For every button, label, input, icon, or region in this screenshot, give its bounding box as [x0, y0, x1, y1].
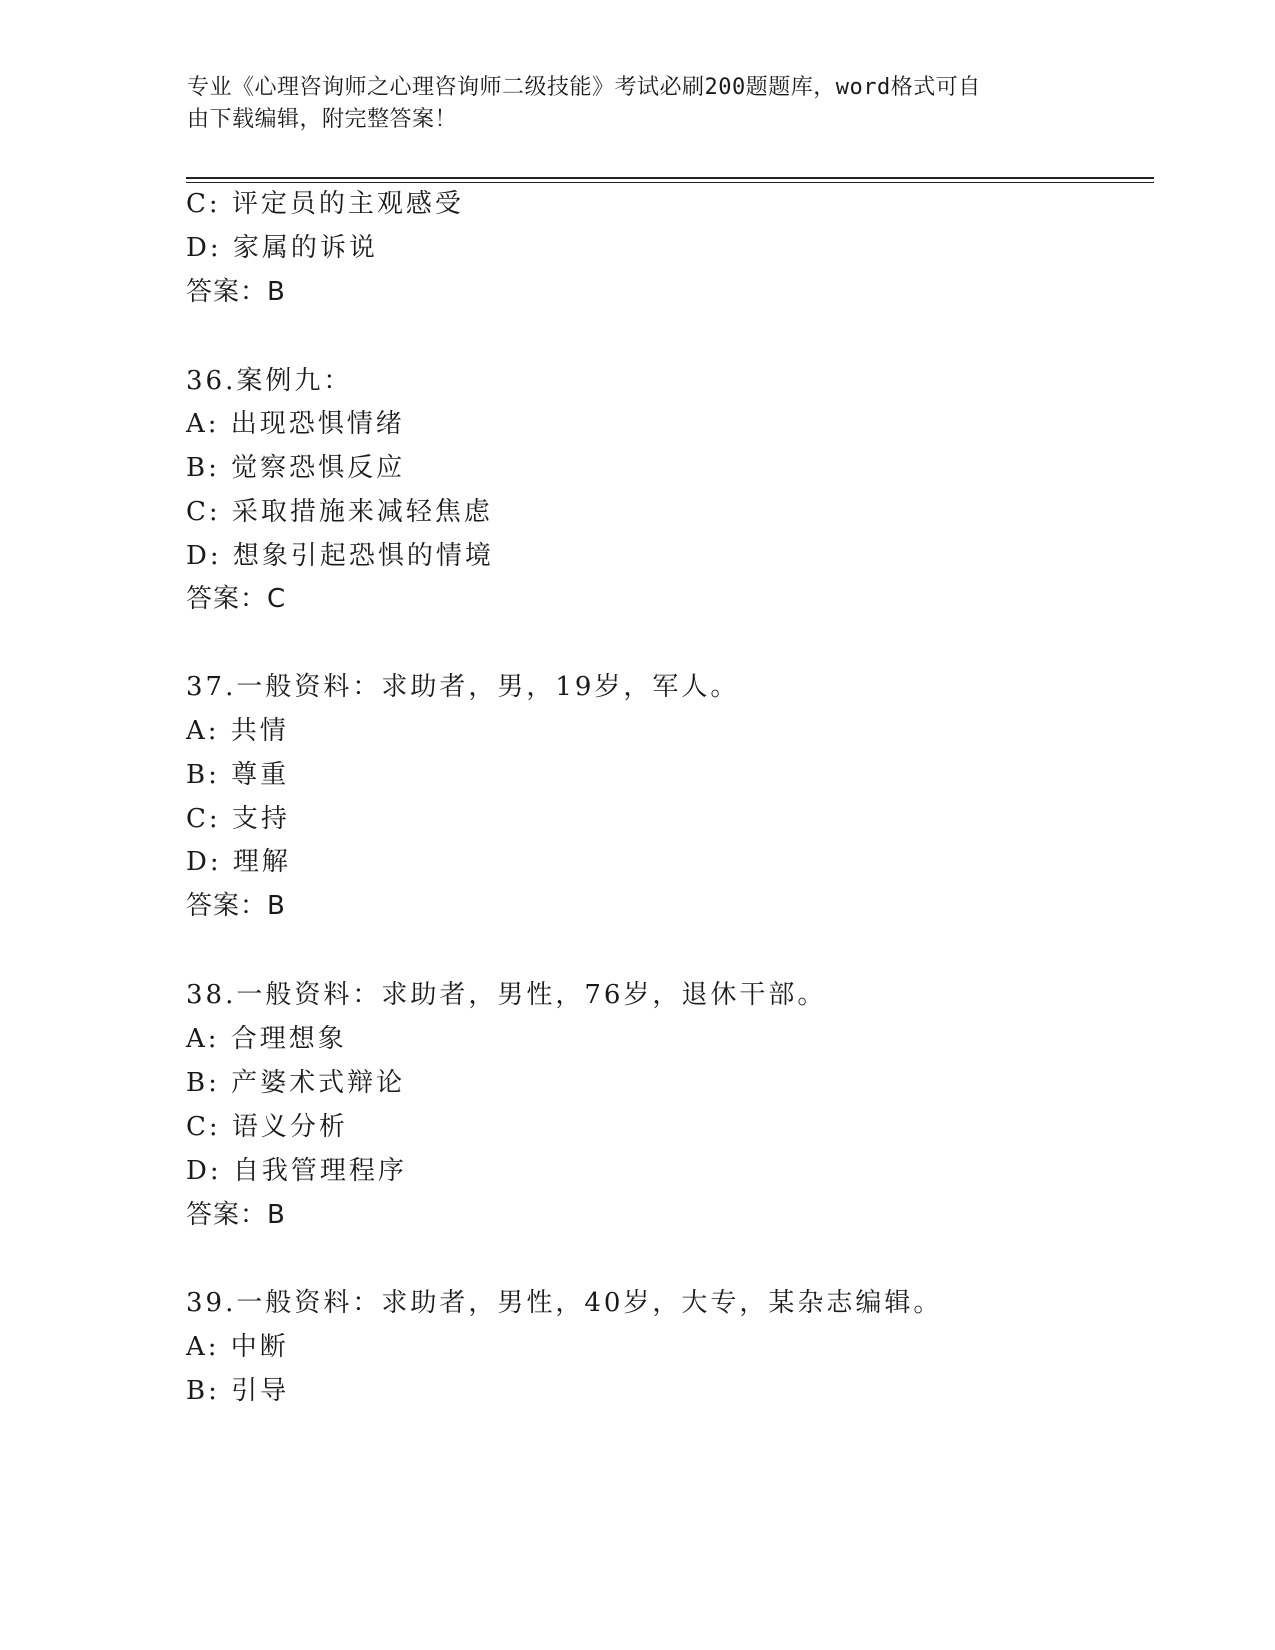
q36-option-c: C: 采取措施来减轻焦虑 — [186, 497, 493, 527]
q38-stem: 38.一般资料：求助者，男性，76岁，退休干部。 — [186, 980, 827, 1010]
document-header — [187, 72, 1067, 136]
q35-option-c: C: 评定员的主观感受 — [186, 189, 464, 219]
q36-stem: 36.案例九： — [186, 366, 353, 396]
q37-stem: 37.一般资料：求助者，男，19岁，军人。 — [186, 672, 740, 702]
q38-option-b: B: 产婆术式辩论 — [186, 1068, 406, 1098]
q37-answer: 答案：B — [186, 891, 286, 921]
header-line-2: 由下载编辑，附完整答案！ — [187, 107, 458, 132]
q39-stem: 39.一般资料：求助者，男性，40岁，大专，某杂志编辑。 — [186, 1288, 943, 1318]
q36-option-b: B: 觉察恐惧反应 — [186, 453, 406, 483]
q35-answer: 答案：B — [186, 277, 286, 307]
header-divider — [186, 177, 1154, 179]
q35-option-d: D: 家属的诉说 — [186, 233, 378, 263]
q38-option-a: A: 合理想象 — [186, 1024, 347, 1054]
header-line-1: 专业《心理咨询师之心理咨询师二级技能》考试必刷200题题库，word格式可自 — [187, 75, 981, 100]
q38-answer: 答案：B — [186, 1200, 286, 1230]
q37-option-b: B: 尊重 — [186, 760, 290, 790]
q37-option-d: D: 理解 — [186, 847, 291, 877]
q39-option-b: B: 引导 — [186, 1376, 290, 1406]
q36-option-d: D: 想象引起恐惧的情境 — [186, 541, 494, 571]
q36-answer: 答案：C — [186, 584, 287, 614]
header-divider-thin — [186, 182, 1154, 183]
q36-option-a: A: 出现恐惧情绪 — [186, 409, 405, 439]
q38-option-c: C: 语义分析 — [186, 1112, 348, 1142]
q38-option-d: D: 自我管理程序 — [186, 1156, 407, 1186]
q37-option-c: C: 支持 — [186, 804, 290, 834]
q37-option-a: A: 共情 — [186, 716, 289, 746]
q39-option-a: A: 中断 — [186, 1332, 289, 1362]
